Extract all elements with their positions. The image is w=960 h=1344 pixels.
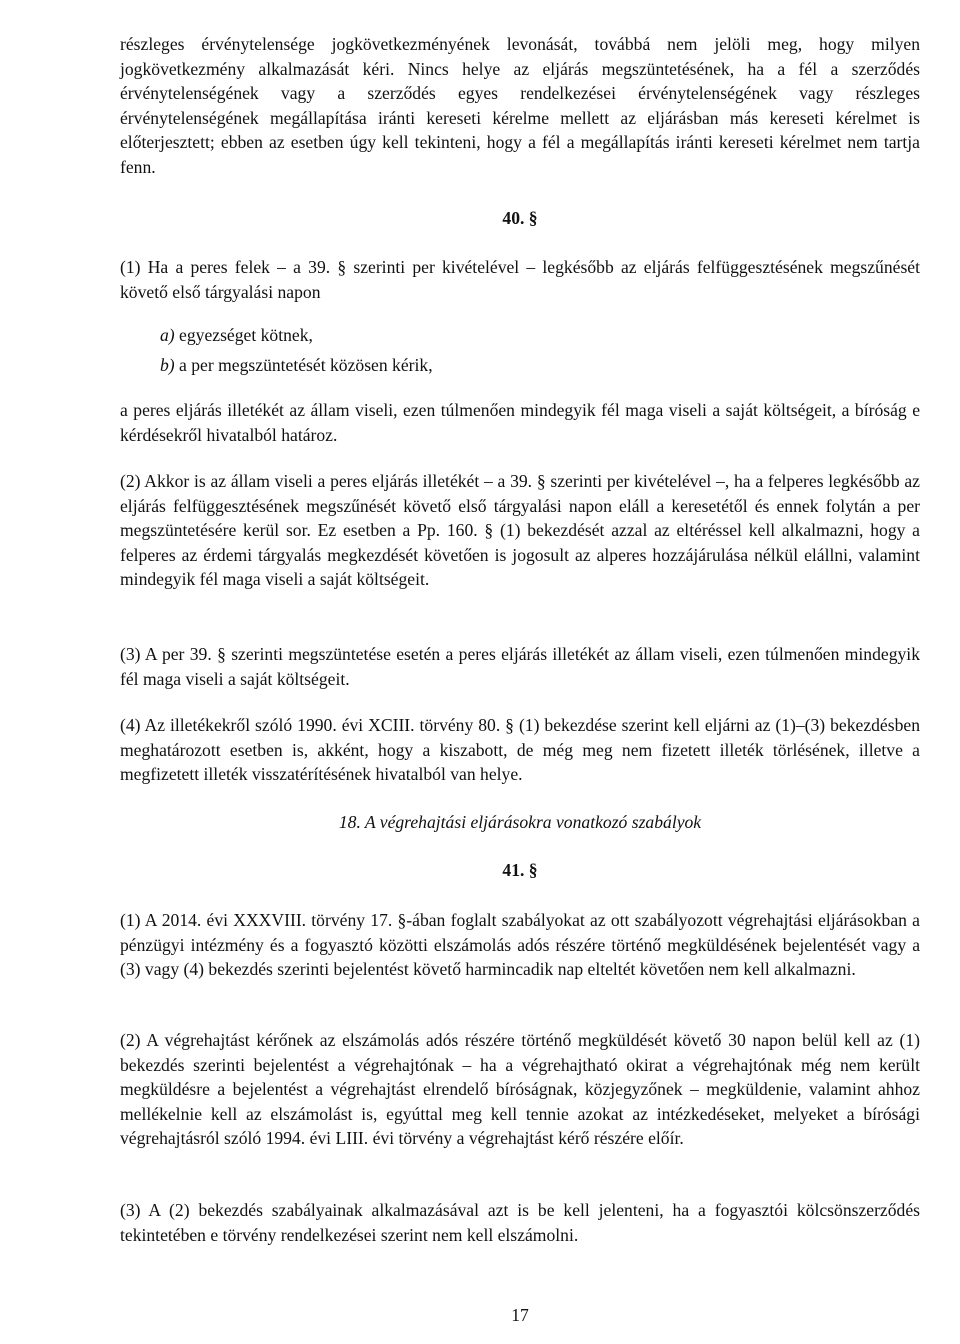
paragraph-40-4: (4) Az illetékekről szóló 1990. évi XCIII. törvény 80. § (1) bekezdése szerint kell eljárni az (1)–(3) bekezdésben meghatározott esetben is, akként, hogy a kiszabott, de még meg nem fizetett illeték törlésének, illetve a megfizetett illeték visszatérítésének hivatalból van helye.: [120, 715, 920, 785]
section-heading-40: 40. §: [502, 208, 538, 228]
list-item-text: a per megszüntetését közösen kérik,: [174, 355, 433, 375]
page-number: 17: [511, 1305, 529, 1325]
paragraph-41-1: (1) A 2014. évi XXXVIII. törvény 17. §-ában foglalt szabályokat az ott szabályozott végrehajtási eljárásokban a pénzügyi intézmény és a fogyasztó közötti elszámolás adós részére történő megküldésének bejelentését vagy a (3) vagy (4) bekezdés szerinti bejelentést követő harmincadik nap elteltét követően nem kell alkalmazni.: [120, 910, 920, 980]
paragraph-41-3: (3) A (2) bekezdés szabályainak alkalmazásával azt is be kell jelenteni, ha a fogyasztói kölcsönszerződés tekintetében e törvény rendelkezései szerint nem kell elszámolni.: [120, 1200, 920, 1245]
section-heading-41: 41. §: [502, 860, 538, 880]
list-item-a: [160, 323, 313, 348]
list-item-text: egyezséget kötnek,: [174, 325, 313, 345]
paragraph-40-1: (1) Ha a peres felek – a 39. § szerinti per kivételével – legkésőbb az eljárás felfüggesztésének megszűnését követő első tárgyalási napon: [120, 257, 920, 302]
list-item-label: b): [160, 355, 175, 375]
list-item-b: [160, 353, 433, 378]
paragraph-continuation: részleges érvénytelensége jogkövetkezményének levonását, továbbá nem jelöli meg, hogy milyen jogkövetkezmény alkalmazását kéri. Nincs helye az eljárás megszüntetésének, ha a fél a szerződés érvénytelenségének vagy a szerződés egyes rendelkezései érvénytelenségének vagy részleges érvénytelenségének megállapítása iránti kereseti kérelme mellett az eljárásban más kereseti kérelmet is előterjesztett; ebben az esetben úgy kell tekinteni, hogy a fél a megállapítás iránti kereseti kérelmet nem tartja fenn.: [120, 34, 920, 177]
paragraph-40-3: (3) A per 39. § szerinti megszüntetése esetén a peres eljárás illetékét az állam viseli, ezen túlmenően mindegyik fél maga viseli a saját költségeit.: [120, 644, 920, 689]
paragraph-40-1-closing: a peres eljárás illetékét az állam viseli, ezen túlmenően mindegyik fél maga viseli a saját költségeit, a bíróság e kérdésekről hivatalból határoz.: [120, 400, 920, 445]
paragraph-41-2: (2) A végrehajtást kérőnek az elszámolás adós részére történő megküldését követő 30 napon belül kell az (1) bekezdés szerinti bejelentést a végrehajtónak – ha a végrehajtható okirat a végrehajtónak még nem került megküldésre a bejelentést a végrehajtást elrendelő bíróságnak, közjegyzőnek – megküldenie, valamint ahhoz mellékelnie kell az elszámolást is, egyúttal meg kell tennie azokat az intézkedéseket, melyeket a bírósági végrehajtásról szóló 1994. évi LIII. évi törvény a végrehajtást kérő részére előír.: [120, 1030, 920, 1149]
list-item-label: a): [160, 325, 175, 345]
chapter-heading-18: 18. A végrehajtási eljárásokra vonatkozó szabályok: [338, 812, 702, 832]
paragraph-40-2: (2) Akkor is az állam viseli a peres eljárás illetékét – a 39. § szerinti per kivételével –, ha a felperes legkésőbb az eljárás felfüggesztésének megszűnését követő első tárgyalási napon eláll a keresetétől és ennek folytán a per megszüntetésére kerül sor. Ez esetben a Pp. 160. § (1) bekezdését azzal az eltéréssel kell alkalmazni, hogy a felperes az érdemi tárgyalás megkezdését követően is jogosult az alperes hozzájárulása nélkül elállni, valamint mindegyik fél maga viseli a saját költségeit.: [120, 471, 920, 590]
